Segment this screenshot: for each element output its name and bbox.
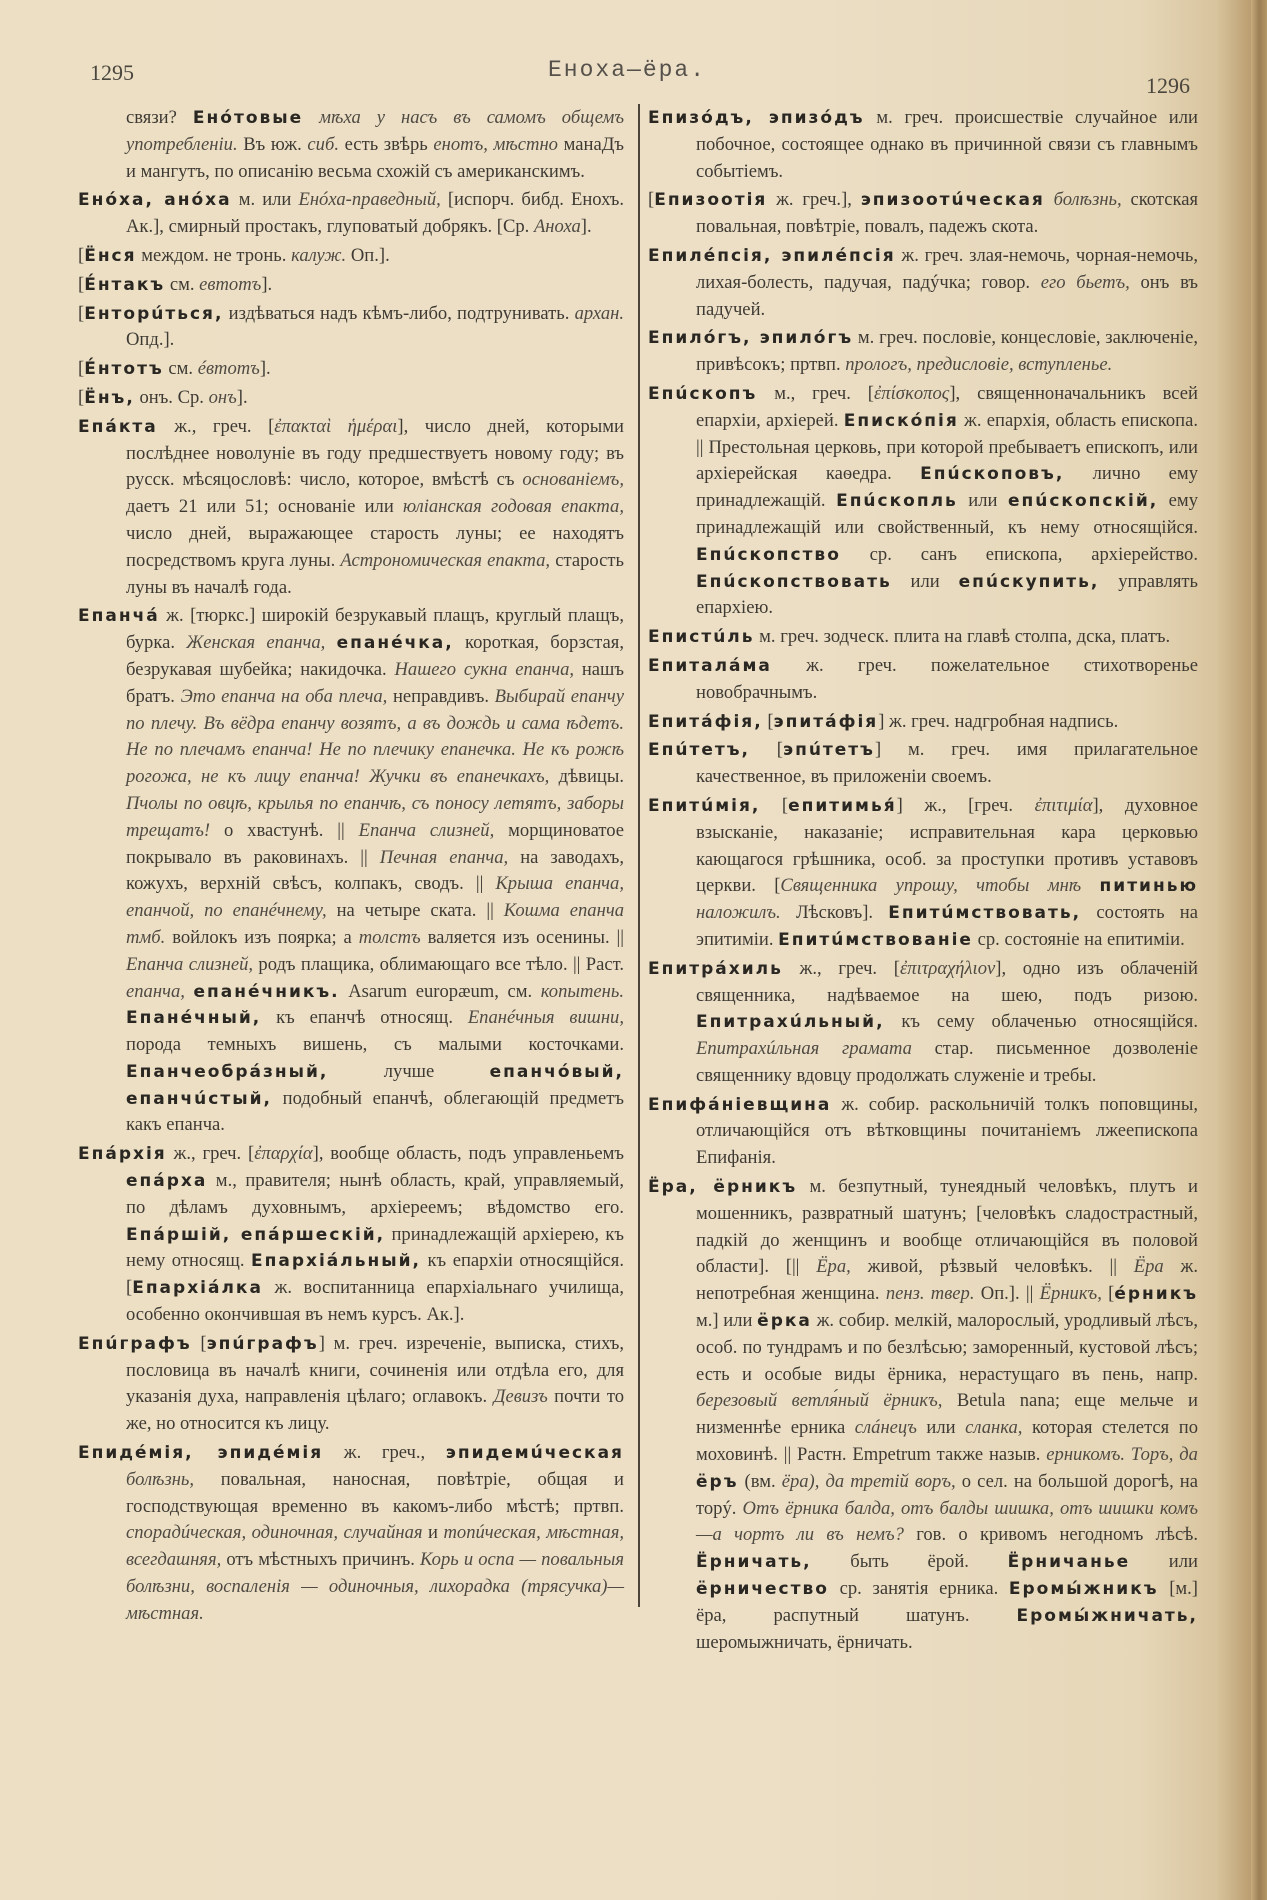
body-text: междом. не тронь.	[136, 244, 292, 266]
dictionary-entry	[648, 956, 1198, 1090]
dictionary-entry	[648, 325, 1198, 379]
body-text: или	[957, 490, 1008, 512]
dictionary-entry	[648, 653, 1198, 707]
body-text: ] м. греч. имя прилагательное качественное, въ приложеніи своемъ.	[696, 739, 1198, 788]
headword: Епúскопъ	[648, 383, 758, 404]
body-text: шеромыжничать, ёрничать.	[696, 1631, 913, 1653]
body-text: повальная, наносная, повѣтріе, общая и господствующая временно въ какомъ-либо мѣстѣ; пртвп.	[126, 1468, 624, 1517]
body-text: ж. собир. раскольничій толкъ поповщины, отличающійся отъ вѣтковщины почитаніемъ лжеепископа Епифанія.	[696, 1093, 1198, 1169]
body-text: м. греч. зодческ. плита на главѣ столпа, дска, платъ.	[754, 626, 1171, 648]
body-text: ].	[580, 216, 592, 238]
body-text: [м.] ёра, распутный шатунъ.	[696, 1578, 1198, 1626]
body-text: [	[78, 244, 85, 266]
headword: Епúскопль	[836, 491, 958, 512]
body-text: быть ёрой.	[811, 1551, 1008, 1573]
body-text: живой, рѣзвый человѣкъ. ||	[850, 1256, 1134, 1278]
dictionary-entry	[78, 1141, 624, 1329]
headword: Епáрхія	[78, 1144, 167, 1165]
headword: эпúтетъ	[783, 740, 875, 761]
body-text: ].	[236, 386, 248, 408]
body-text: ] ж. греч. надгробная надпись.	[878, 710, 1119, 732]
italic-text: Отъ ёрника балда, отъ балды шишка, отъ шишки комъ—а чортъ ли въ немъ?	[696, 1497, 1198, 1546]
headword: Епидéмія, эпидéмія	[78, 1443, 324, 1464]
headword: Епискóпія	[843, 410, 959, 431]
headword: ёръ	[696, 1471, 739, 1492]
italic-text: Епанéчныя вишни,	[467, 1007, 624, 1029]
body-text: онъ въ падучей.	[696, 271, 1199, 320]
running-title: Еноха—ёра.	[548, 57, 707, 83]
body-text: издѣваться надъ кѣмъ-либо, подтрунивать.	[223, 302, 575, 324]
italic-text: ἐπιτραχήλιον	[899, 957, 996, 979]
body-text: (вм.	[738, 1470, 782, 1492]
italic-text: топúческая, мѣстная, всегдашняя,	[126, 1522, 625, 1571]
italic-text: Ёра,	[816, 1256, 851, 1278]
dictionary-entry	[78, 1440, 624, 1628]
book-page-edge	[1251, 0, 1267, 1900]
body-text: на четыре ската. ||	[326, 900, 504, 922]
body-text: [	[191, 1332, 207, 1354]
italic-text: ἐπακταὶ ἡμέραι	[274, 415, 398, 437]
body-text: см.	[165, 273, 200, 295]
italic-text: калуж.	[291, 244, 347, 266]
left-page-number: 1295	[90, 60, 134, 85]
italic-text: Крыша епанча, епанчой, по епанéчнему,	[126, 873, 624, 922]
italic-text: Аноха	[533, 216, 581, 238]
headword: ёрничество	[696, 1579, 829, 1600]
italic-text: Кошма епанча тмб.	[126, 900, 624, 948]
italic-text: ἐπαρχία	[254, 1143, 313, 1165]
headword: Епизóдъ, эпизóдъ	[648, 108, 865, 128]
body-text: которая стелется по моховинѣ. || Растн. Empetrum также назыв.	[696, 1417, 1199, 1466]
headword: Епитúмствованіе	[778, 929, 973, 950]
headword: Епархіáльный,	[251, 1251, 421, 1272]
body-text: Оп.].	[346, 244, 390, 266]
headword: Епанчá	[78, 606, 160, 627]
italic-text: Священника упрошу, чтобы мнѣ	[780, 875, 1082, 897]
body-text: Лѣсковъ].	[780, 902, 889, 924]
headword: Епитрахúльный,	[696, 1012, 885, 1033]
body-text: [	[78, 273, 85, 295]
italic-text: пенз. твер.	[885, 1283, 975, 1305]
dictionary-entry	[648, 381, 1198, 622]
body-text: ] ж., [греч.	[896, 794, 1035, 816]
body-text: м., правителя; нынѣ область, край, управляемый, по дѣламъ духовнымъ, архіереемъ; вѣдомство его.	[126, 1170, 624, 1218]
headword: ёрка	[757, 1311, 812, 1332]
headword: Епúскопствовать	[696, 571, 892, 592]
dictionary-entry	[78, 301, 624, 355]
headword: епúскопскій,	[1007, 491, 1159, 512]
body-text: валяется изъ осенины. ||	[420, 926, 624, 948]
italic-text: Печная епанча,	[379, 846, 509, 868]
headword: эпитáфія	[773, 711, 879, 732]
body-text: ж. епархія, область епископа. || Престольная церковь, при которой пребываетъ епископъ, или архіерейская каѳедра.	[696, 409, 1198, 485]
body-text: Betula nana; еще мельче и низменнѣе ерника	[696, 1390, 1198, 1439]
body-text: ж., греч. [	[782, 957, 900, 979]
column-divider	[638, 104, 640, 1607]
body-text: порода темныхъ вишень, съ малыми косточками.	[126, 1034, 624, 1056]
headword: Епифáніевщина	[648, 1094, 832, 1115]
headword: Епитрáхиль	[648, 958, 783, 979]
body-text: Asarum europæum, см.	[339, 980, 541, 1002]
body-text: Оп.]. ||	[974, 1283, 1040, 1305]
dictionary-entry	[78, 414, 624, 602]
headword: эпидемúческая	[445, 1443, 624, 1464]
italic-text: éвтотъ	[197, 358, 260, 380]
italic-text: основаніемъ,	[522, 469, 624, 491]
body-text: ж. воспитанница епархіальнаго училища, особенно окончившая въ немъ курсъ. Ак.].	[126, 1277, 624, 1326]
body-text: состоять на эпитиміи.	[696, 902, 1198, 950]
headword: Епанчеобрáзный,	[126, 1061, 329, 1082]
headword: Е́нтакъ	[84, 274, 166, 295]
body-text: Опд.].	[126, 329, 175, 351]
body-text: ж. греч.,	[323, 1442, 446, 1464]
body-text: морщиноватое покрывало въ раковинахъ. ||	[126, 819, 624, 868]
headword: Епитúмствовать,	[888, 903, 1082, 924]
italic-text: Енóха-праведный,	[298, 189, 441, 211]
headword: Епáршій, епáршескій,	[126, 1224, 386, 1245]
dictionary-entry	[648, 105, 1198, 185]
italic-text: прологъ, предисловіе, вступленье.	[845, 354, 1113, 376]
body-text: почти то же, но относится къ лицу.	[126, 1386, 624, 1435]
body-text: даетъ 21 или 51; основаніе или	[126, 496, 403, 518]
italic-text: Епанча слизней,	[126, 953, 254, 975]
headword: Епизоотія	[654, 190, 768, 211]
dictionary-entry	[648, 737, 1198, 791]
body-text: управлять епархіею.	[696, 570, 1198, 619]
body-text: ж. собир. мелкій, малорослый, уродливый лѣсъ, особ. по тундрамъ и по безлѣсью; заморенный, кустовой лѣсъ; есть и особые виды ёрника, нерастущаго въ пень, напр.	[696, 1310, 1198, 1385]
headword: Епитúмія,	[648, 795, 761, 816]
headword: Епиталáма	[648, 655, 772, 676]
headword: Епитáфія,	[648, 711, 763, 732]
headword: Епúскопство	[696, 544, 841, 565]
dictionary-entry	[78, 603, 624, 1139]
italic-text: болѣзнь,	[1044, 189, 1122, 211]
headword: епúскупить,	[958, 571, 1100, 592]
italic-text: архан.	[574, 302, 624, 324]
body-text: [	[1101, 1283, 1115, 1305]
body-text: къ епархіи относящійся. [	[126, 1250, 624, 1299]
body-text: ] м. греч. изреченіе, выписка, стихъ, пословица въ началѣ книги, сочиненія или отдѣла его, для указанія духа, направленія цѣлаго; оглавокъ.	[126, 1332, 625, 1408]
body-text: на заводахъ, кожухъ, верхній свѣсъ, колпакъ, сводъ. ||	[126, 846, 624, 895]
body-text: м., греч. [	[757, 382, 874, 404]
headword: Епистúль	[648, 627, 755, 648]
headword: Еромы́жничать,	[1016, 1605, 1198, 1626]
body-text: ].	[259, 358, 271, 380]
italic-text: юліанская годовая епакта,	[402, 496, 624, 518]
body-text: дѣвицы.	[549, 766, 624, 788]
italic-text: спорадúческая, одиночная, случайная	[126, 1522, 423, 1544]
body-text: [	[78, 302, 85, 324]
italic-text: ἐπίσκοπος	[873, 382, 950, 404]
body-text: скотская повальная, повѣтріе, повалъ, падежъ скота.	[696, 189, 1199, 238]
italic-text: онъ	[208, 386, 237, 408]
body-text: и	[422, 1522, 444, 1544]
italic-text: Ёрникъ,	[1039, 1283, 1102, 1305]
dictionary-entry	[78, 187, 624, 241]
headword: Еромы́жникъ	[1008, 1579, 1159, 1600]
body-text: войлокъ изъ поярка; а	[165, 926, 359, 948]
headword: Ёрничанье	[1007, 1552, 1131, 1573]
headword: епáрха	[126, 1171, 208, 1192]
italic-text: сиб.	[307, 133, 339, 155]
body-text: къ епанчѣ относящ.	[261, 1007, 468, 1029]
dictionary-entry	[78, 243, 624, 270]
body-text: или	[916, 1417, 966, 1439]
headword: Епúграфъ	[78, 1333, 192, 1354]
body-text: м. греч. происшествіе случайное или побочное, состоящее однако въ причинной связи съ главнымъ событіемъ.	[696, 107, 1198, 182]
dictionary-entry	[648, 624, 1198, 651]
body-text: ему принадлежащій или свойственный, къ нему относящійся.	[696, 490, 1198, 538]
body-text: онъ. Ср.	[134, 386, 209, 408]
body-text: о сел. на большой дорогѣ, на торý.	[696, 1470, 1198, 1519]
dictionary-entry	[648, 1174, 1198, 1656]
body-text: лично ему принадлежащій.	[696, 463, 1198, 512]
italic-text: мѣха у насъ въ самомъ общемъ употребленіи.	[126, 107, 625, 155]
italic-text: Женская епанча,	[186, 632, 326, 654]
body-text: ж. греч. пожелательное стихотворенье новобрачнымъ.	[696, 654, 1198, 703]
italic-text: копытень.	[540, 980, 624, 1002]
italic-text: епанча,	[126, 980, 185, 1002]
headword: éрникъ	[1114, 1284, 1199, 1305]
italic-text: Корь и оспа — повальныя болѣзни, воспаленія — одиночныя, лихорадка (трясучка)— мѣстная.	[126, 1549, 624, 1624]
italic-text: Выбирай епанчу по плечу. Въ вёдра епанчу возятъ, а въ дождь и сама ѣдетъ. Не по плечамъ епанча! Не по плечику епанечка. Не къ рожѣ рогожа, не къ лицу епанча! Жучки въ епанечкахъ,	[126, 685, 624, 788]
body-text: [	[762, 710, 774, 732]
headword: Ёра, ёрникъ	[648, 1177, 798, 1198]
italic-text: наложилъ.	[696, 902, 781, 924]
italic-text: березовый ветля́ный ёрникъ,	[696, 1390, 943, 1412]
italic-text: толстъ	[358, 926, 421, 948]
body-text: лучше	[328, 1060, 490, 1082]
body-text: [испорч. бибд. Енохъ. Ак.], смирный простакъ, глуповатый добрякъ. [Ср.	[126, 189, 624, 238]
body-text: ж., греч. [	[166, 1143, 255, 1165]
body-text: ].	[261, 273, 273, 295]
body-text: Въ юж.	[237, 133, 308, 155]
body-text: принадлежащій архіерею, къ нему относящ.	[126, 1223, 624, 1272]
headword: Ёрничать,	[696, 1552, 812, 1573]
body-text: ж. непотребная женщина.	[696, 1256, 1198, 1305]
italic-text: енотъ, мѣстно	[433, 133, 558, 155]
headword: епанéчникъ.	[193, 981, 340, 1002]
body-text: неправдивъ.	[387, 685, 495, 707]
dictionary-entry	[648, 793, 1198, 954]
italic-text: болѣзнь,	[126, 1468, 195, 1490]
headword: Ёнъ,	[84, 387, 135, 408]
body-text: стар. письменное дозволеніе священнику вдовцу продолжать служеніе и требы.	[696, 1038, 1198, 1086]
body-text: ж. греч. злая-немочь, чорная-немочь, лихая-болесть, падучая, падýчка; говор.	[696, 244, 1198, 293]
body-text: отъ мѣстныхъ причинъ.	[221, 1549, 421, 1571]
italic-text: Епитрахúльная грамата	[696, 1038, 912, 1060]
headword: Енторúться,	[84, 303, 224, 324]
italic-text: Ёра	[1133, 1256, 1164, 1278]
italic-text: сланка,	[965, 1417, 1023, 1439]
body-text: старость луны въ началѣ года.	[126, 549, 624, 598]
right-page-number: 1296	[1146, 73, 1190, 98]
body-text: ], священноначальникъ всей епархіи, архіерей.	[696, 382, 1198, 431]
body-text: м. или	[231, 189, 299, 211]
dictionary-entry	[78, 1331, 624, 1438]
dictionary-entry	[78, 272, 624, 299]
headword: епанéчка,	[336, 633, 454, 654]
body-text: манаДъ и мангутъ, по описанію весьма схожій съ американскимъ.	[126, 133, 624, 182]
headword: Епúскоповъ,	[920, 464, 1065, 485]
right-column	[648, 105, 1198, 1658]
body-text: ср. санъ епископа, архіерейство.	[840, 543, 1198, 565]
body-text: ж. греч.],	[767, 189, 861, 211]
body-text: или	[1130, 1551, 1198, 1573]
body-text: ], вообще область, подъ управленьемъ	[312, 1143, 624, 1165]
headword: Епúтетъ,	[648, 740, 750, 761]
headword: Е́нтотъ	[84, 359, 164, 380]
headword: питинью	[1099, 876, 1198, 897]
italic-text: Пчолы по овцѣ, крылья по епанчѣ, съ поносу летятъ, заборы трещатъ!	[126, 792, 624, 841]
headword: епитимья́	[788, 795, 897, 816]
italic-text: Нашего сукна епанча,	[394, 658, 575, 680]
italic-text: Это епанча на оба плеча,	[180, 685, 388, 707]
italic-text: ерникомъ. Торъ, да	[1046, 1444, 1198, 1466]
body-text: ж. [тюркс.] широкій безрукавый плащъ, круглый плащъ, бурка.	[126, 605, 624, 654]
dictionary-entry	[78, 356, 624, 383]
body-text: гов. о кривомъ негодномъ лѣсѣ.	[903, 1524, 1198, 1546]
body-text: ], одно изъ облаченій священника, надѣваемое на шею, подъ ризою.	[696, 957, 1198, 1006]
body-text: подобный епанчѣ, облегающій предметъ какъ епанча.	[126, 1087, 624, 1136]
body-text: ср. состояніе на епитиміи.	[972, 928, 1185, 950]
italic-text: ἐπιτιμία	[1034, 794, 1093, 816]
body-text: м. безпутный, тунеядный человѣкъ, плутъ и мошенникъ, развратный шатунъ; [человѣкъ сладострастный, падкій до женщинъ и вообще отличающійся въ половой области]. [||	[696, 1176, 1198, 1278]
headword: Енóтовые	[192, 108, 304, 128]
body-text: къ сему облаченью относящійся.	[884, 1011, 1198, 1033]
body-text: или	[891, 570, 959, 592]
dictionary-entry	[648, 243, 1198, 323]
body-text: связи?	[126, 107, 193, 128]
italic-text: Девизъ	[493, 1386, 548, 1408]
headword: эпúграфъ	[206, 1333, 319, 1354]
body-text: число дней, выражающее старость луны; ее находятъ посредствомъ круга луны.	[126, 522, 624, 571]
italic-text: слáнецъ	[854, 1417, 917, 1439]
body-text: короткая, борзстая, безрукавая шубейка; накидочка.	[126, 632, 624, 680]
dictionary-entry	[78, 385, 624, 412]
italic-text: Епанча слизней,	[358, 819, 495, 841]
body-text: родъ плащика, облимающаго все тѣло. || Раст.	[253, 953, 624, 975]
left-column	[78, 105, 624, 1630]
body-text	[325, 632, 336, 653]
dictionary-entry	[78, 105, 624, 185]
italic-text: ёра), да третій воръ,	[781, 1470, 956, 1492]
body-text: см.	[163, 358, 198, 380]
body-text: [	[648, 189, 655, 211]
dictionary-entry	[648, 187, 1198, 241]
body-text: [	[749, 739, 783, 761]
body-text: м.] или	[696, 1310, 758, 1332]
body-text: ж., греч. [	[157, 415, 275, 437]
headword: Епанéчный,	[126, 1008, 262, 1029]
body-text: [	[78, 386, 85, 408]
body-text	[1081, 875, 1099, 896]
headword: Епархіáлка	[132, 1278, 263, 1299]
headword: Епилéпсія, эпилéпсія	[648, 245, 896, 266]
italic-text: его бьетъ,	[1040, 271, 1130, 293]
body-text	[185, 981, 194, 1002]
headword: эпизоотúческая	[860, 190, 1045, 211]
italic-text: евтотъ	[199, 273, 262, 295]
headword: Епáкта	[78, 416, 158, 437]
body-text: [	[760, 794, 789, 816]
body-text: ], духовное взысканіе, наказаніе; исправительная кара церковью кающагося грѣшника, особ. за проступки противъ уставовъ церкви. [	[696, 794, 1199, 897]
body-text: о хвастунѣ. ||	[210, 819, 359, 841]
body-text: есть звѣрь	[338, 133, 434, 155]
body-text: ], число дней, которыми послѣднее новолуніе въ году предшествуетъ новому году; въ русск. мѣсяцословѣ: число, которое, вмѣстѣ съ	[126, 415, 624, 491]
dictionary-entry	[648, 709, 1198, 736]
headword: Енóха, анóха	[78, 190, 232, 211]
body-text: м. греч. пословіе, концесловіе, заключеніе, привѣсокъ; пртвп.	[696, 327, 1198, 376]
headword: епанчóвый, епанчúстый,	[126, 1061, 624, 1109]
body-text: ср. занятія ерника.	[828, 1578, 1009, 1600]
italic-text: Астрономическая епакта,	[340, 549, 551, 571]
headword: Епилóгъ, эпилóгъ	[648, 328, 854, 349]
dictionary-entry	[648, 1092, 1198, 1172]
body-text: [	[78, 358, 85, 380]
body-text: нашъ братъ.	[126, 658, 624, 707]
headword: Ёнся	[84, 245, 137, 266]
